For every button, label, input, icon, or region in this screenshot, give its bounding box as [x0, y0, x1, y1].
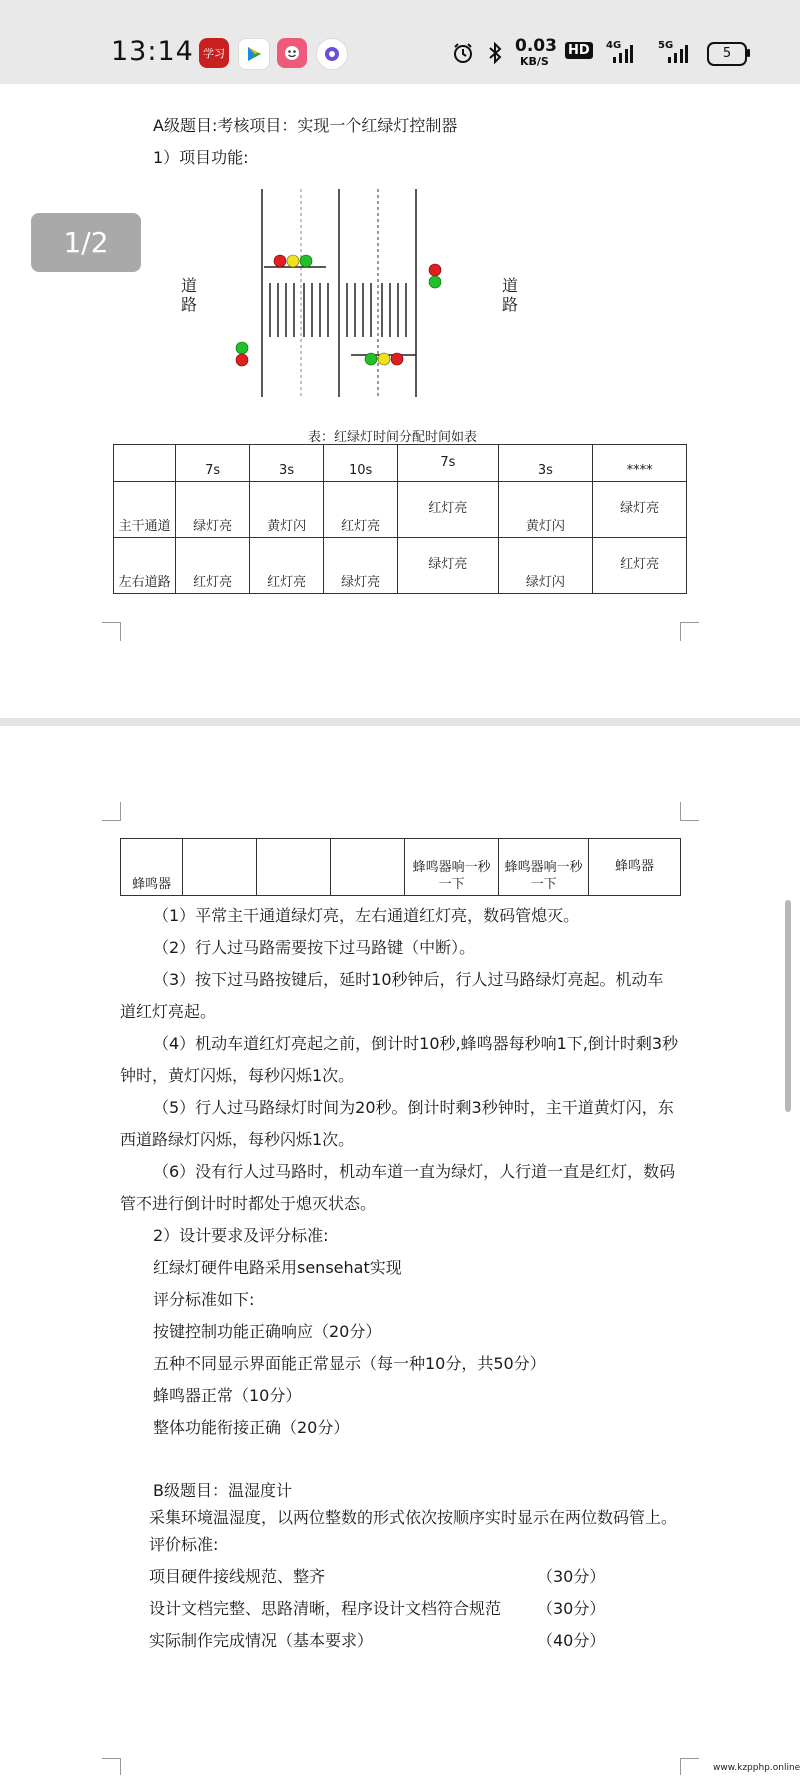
- criterion-label: 设计文档完整、思路清晰，程序设计文档符合规范: [149, 1599, 502, 1618]
- circle-app-icon: [316, 38, 348, 70]
- battery-icon: 5: [707, 42, 747, 66]
- table-cell: 10s: [324, 445, 398, 482]
- requirement-item: 管不进行倒计时时都处于熄灭状态。: [120, 1194, 377, 1213]
- intersection-diagram: [170, 185, 530, 420]
- criterion-label: 实际制作完成情况（基本要求）: [149, 1631, 374, 1650]
- page-indicator: 1/2: [31, 213, 141, 272]
- design-requirement: 整体功能衔接正确（20分）: [153, 1418, 350, 1437]
- table-cell: 红灯亮: [398, 482, 498, 538]
- criterion-score: （30分）: [537, 1599, 606, 1618]
- battery-tip: [747, 49, 750, 57]
- table-cell: 黄灯闪: [498, 482, 593, 538]
- table-cell: 黄灯闪: [250, 482, 324, 538]
- page-separator: [0, 718, 800, 726]
- net-speed-value: 0.03: [515, 36, 557, 56]
- net-speed-unit: KB/S: [520, 55, 549, 68]
- table-cell: 蜂鸣器: [589, 839, 681, 896]
- network-4g-label: 4G: [606, 40, 622, 51]
- table-cell: 绿灯闪: [498, 538, 593, 594]
- crop-mark: [680, 1758, 699, 1775]
- heading-b: B级题目：温湿度计: [153, 1481, 292, 1500]
- b-description: 采集环境温湿度，以两位整数的形式依次按顺序实时显示在两位数码管上。: [149, 1508, 678, 1527]
- requirement-item: （2）行人过马路需要按下过马路键（中断）。: [153, 938, 476, 957]
- table-cell: 红灯亮: [324, 482, 398, 538]
- table-row: [114, 538, 687, 594]
- buzzer-table: [120, 838, 681, 896]
- network-5g-label: 5G: [658, 40, 674, 51]
- table-cell: 绿灯亮: [593, 482, 687, 538]
- table-cell: 3s: [250, 445, 324, 482]
- section-2-title: 2）设计要求及评分标准:: [153, 1226, 329, 1245]
- criterion-score: （40分）: [537, 1631, 606, 1650]
- requirement-item: 道红灯亮起。: [120, 1002, 217, 1021]
- table-cell: 蜂鸣器响一秒一下: [499, 839, 589, 896]
- crop-mark: [680, 802, 699, 821]
- crop-mark: [102, 802, 121, 821]
- road-label-left: 道路: [181, 276, 198, 314]
- table-cell: [183, 839, 257, 896]
- table-cell: 7s: [176, 445, 250, 482]
- play-store-icon: [238, 38, 270, 70]
- table-cell: [114, 445, 176, 482]
- crop-mark: [102, 622, 121, 641]
- design-requirement: 按键控制功能正确响应（20分）: [153, 1322, 382, 1341]
- table-cell: 红灯亮: [593, 538, 687, 594]
- table-cell: 绿灯亮: [324, 538, 398, 594]
- requirement-item: （1）平常主干通道绿灯亮，左右通道红灯亮，数码管熄灭。: [153, 906, 580, 925]
- clock: 13:14: [111, 36, 194, 67]
- table-cell: 红灯亮: [176, 538, 250, 594]
- table-cell: 绿灯亮: [398, 538, 498, 594]
- design-requirement: 红绿灯硬件电路采用sensehat实现: [153, 1258, 402, 1277]
- table-cell: ****: [593, 445, 687, 482]
- requirement-item: （6）没有行人过马路时，机动车道一直为绿灯，人行道一直是红灯，数码: [153, 1162, 676, 1181]
- table-cell: 左右道路: [114, 538, 176, 594]
- criterion-score: （30分）: [537, 1567, 606, 1586]
- heading-a: A级题目:考核项目：实现一个红绿灯控制器: [153, 116, 458, 135]
- requirement-item: （4）机动车道红灯亮起之前，倒计时10秒,蜂鸣器每秒响1下,倒计时剩3秒: [153, 1034, 679, 1053]
- table-cell: 主干通道: [114, 482, 176, 538]
- design-requirement: 评分标准如下:: [153, 1290, 255, 1309]
- criterion-label: 项目硬件接线规范、整齐: [149, 1567, 326, 1586]
- requirement-item: （5）行人过马路绿灯时间为20秒。倒计时剩3秒钟时，主干道黄灯闪，东: [153, 1098, 674, 1117]
- road-label-right: 道路: [502, 276, 519, 314]
- watermark: www.kzpphp.online: [713, 1763, 800, 1773]
- bluetooth-icon: [487, 42, 503, 64]
- table-cell: [331, 839, 405, 896]
- requirement-item: 西道路绿灯闪烁，每秒闪烁1次。: [120, 1130, 355, 1149]
- b-evaluation-title: 评价标准:: [149, 1535, 219, 1554]
- timing-table: [113, 444, 687, 594]
- crop-mark: [102, 1758, 121, 1775]
- xuexi-app-icon: 学习: [199, 38, 229, 68]
- crop-mark: [680, 622, 699, 641]
- table-row: [114, 482, 687, 538]
- table-cell: 蜂鸣器响一秒一下: [405, 839, 499, 896]
- requirement-item: （3）按下过马路按键后，延时10秒钟后，行人过马路绿灯亮起。机动车: [153, 970, 664, 989]
- section-1-title: 1）项目功能:: [153, 148, 249, 167]
- signal-icon: [611, 44, 633, 64]
- hd-badge: HD: [565, 42, 593, 59]
- table-caption: 表：红绿灯时间分配时间如表: [308, 430, 478, 445]
- alarm-icon: [452, 42, 474, 64]
- table-cell: 绿灯亮: [176, 482, 250, 538]
- table-row: [121, 839, 681, 896]
- table-header-row: [114, 445, 687, 482]
- table-cell: 红灯亮: [250, 538, 324, 594]
- smile-app-icon: [277, 38, 307, 68]
- design-requirement: 蜂鸣器正常（10分）: [153, 1386, 302, 1405]
- table-cell: 3s: [498, 445, 593, 482]
- status-bar: [0, 0, 800, 84]
- design-requirement: 五种不同显示界面能正常显示（每一种10分，共50分）: [153, 1354, 546, 1373]
- signal-icon-2: [666, 44, 688, 64]
- table-cell: 7s: [398, 445, 498, 482]
- table-cell: [257, 839, 331, 896]
- table-cell: 蜂鸣器: [121, 839, 183, 896]
- requirement-item: 钟时，黄灯闪烁，每秒闪烁1次。: [120, 1066, 355, 1085]
- scrollbar[interactable]: [785, 900, 791, 1112]
